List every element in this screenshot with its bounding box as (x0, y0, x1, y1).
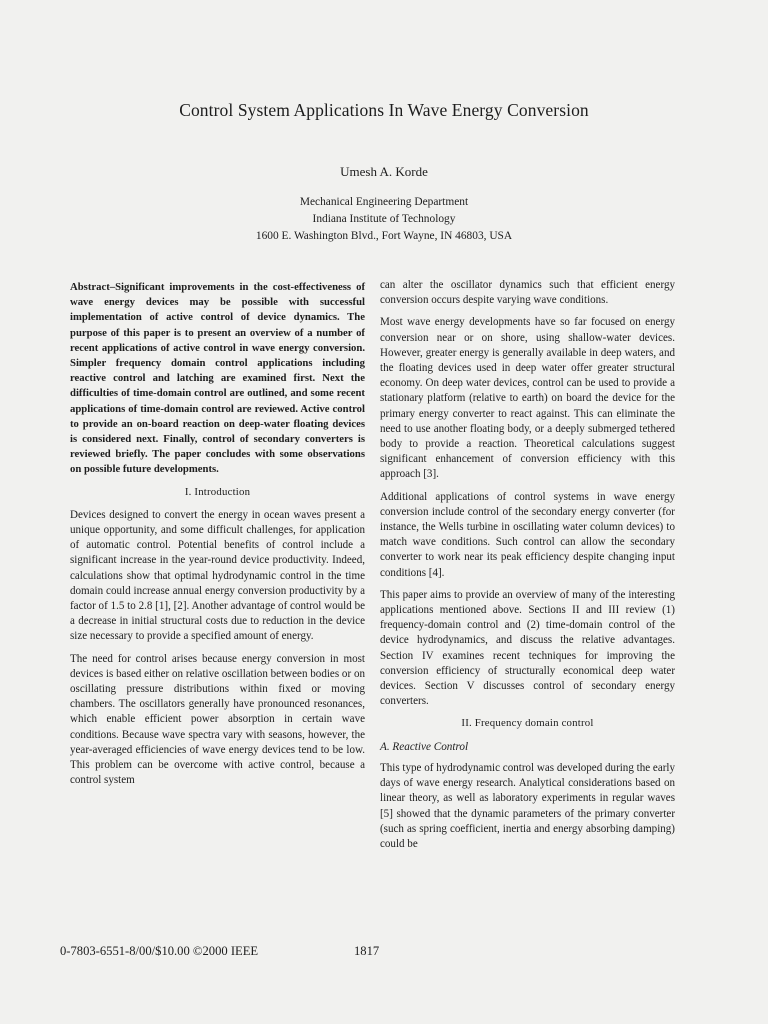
subsection-heading-reactive-control: A. Reactive Control (380, 740, 469, 753)
paper-title: Control System Applications In Wave Energy Conversion (179, 100, 589, 120)
affiliation-department: Mechanical Engineering Department (299, 196, 469, 208)
affiliation-institute: Indiana Institute of Technology (312, 213, 456, 225)
paragraph: Most wave energy developments have so far focused on energy conversion near or on shore, using shallow-water devices. However, greater energy is generally available in deep waters, and the floating devices used in deep water offer greater structural economy. On deep water devices, control can be used to provide a stationary platform (relative to earth) on board the device for the primary energy converter to react against. This can eliminate the need to use another floating body, or a deeply submerged tethered body to provide a reaction. Theoretical calculations suggest significant enhancement of conversion efficiency with this approach [3]. (380, 316, 675, 481)
paragraph: This paper aims to provide an overview of many of the interesting applications mentioned above. Sections II and III review (1) frequency-domain control and (2) time-domain control of the device hydrodynamics, and discuss the relative advantages. Section IV examines recent techniques for improving the conversion efficiency of structurally economical deep water devices. Section V discusses control of secondary energy converters. (380, 588, 675, 708)
paragraph: Devices designed to convert the energy in ocean waves present a unique opportunity, and some difficult challenges, for application of automatic control. Potential benefits of control include a significant increase in the year-round device productivity. Indeed, calculations show that optimal hydrodynamic control in the time domain could increase annual energy conversion productivity by a factor of 1.5 to 2.8 [1], [2]. Another advantage of control would be a decrease in initial structural costs due to reduction in the device size necessary to provide a specified amount of energy. (70, 508, 365, 643)
paragraph: This type of hydrodynamic control was developed during the early days of wave energy research. Analytical considerations based on linear theory, as well as laboratory experiments in regular waves [5] showed that the dynamic parameters of the primary converter (such as spring coefficient, inertia and energy absorbing damping) could be (380, 761, 675, 850)
paragraph: Additional applications of control systems in wave energy conversion include control of the secondary energy converter (for instance, the Wells turbine in oscillating water column devices) to match wave conditions. Such control can allow the secondary converter to work near its peak efficiency despite changing input conditions [4]. (380, 490, 675, 579)
left-column (70, 280, 365, 796)
right-column (380, 278, 675, 859)
section-heading-introduction: I. Introduction (184, 485, 251, 498)
abstract: Abstract–Significant improvements in the cost-effectiveness of wave energy devices may be possible with successful implementation of active control of device dynamics. The purpose of this paper is to present an overview of a number of recent applications of active control in wave energy conversion. Simpler frequency domain control applications including reactive control and latching are examined first. Next the difficulties of time-domain control are outlined, and some recent applications of time-domain control are reviewed. Active control to provide an on-board reaction on deep-water floating devices is considered next. Finally, control of secondary converters is reviewed briefly. The paper concludes with some observations on possible future developments. (70, 281, 365, 476)
paragraph: can alter the oscillator dynamics such that efficient energy conversion occurs despite varying wave conditions. (380, 279, 675, 307)
section-heading-frequency-domain: II. Frequency domain control (461, 717, 594, 730)
author-name: Umesh A. Korde (340, 164, 428, 179)
page-number: 1817 (354, 944, 380, 958)
paragraph: The need for control arises because energy conversion in most devices is based either on relative oscillation between bodies or on oscillating pressure distributions within fixed or moving chambers. The oscillators generally have pronounced resonances, which enable efficient power absorption in certain wave conditions. Because wave spectra vary with seasons, however, the year-averaged efficiencies of wave energy devices tend to be low. This problem can be overcome with active control, because a control system (70, 652, 365, 787)
footer-isbn: 0-7803-6551-8/00/$10.00 ©2000 IEEE (60, 944, 259, 958)
affiliation-address: 1600 E. Washington Blvd., Fort Wayne, IN 46803, USA (255, 230, 513, 242)
